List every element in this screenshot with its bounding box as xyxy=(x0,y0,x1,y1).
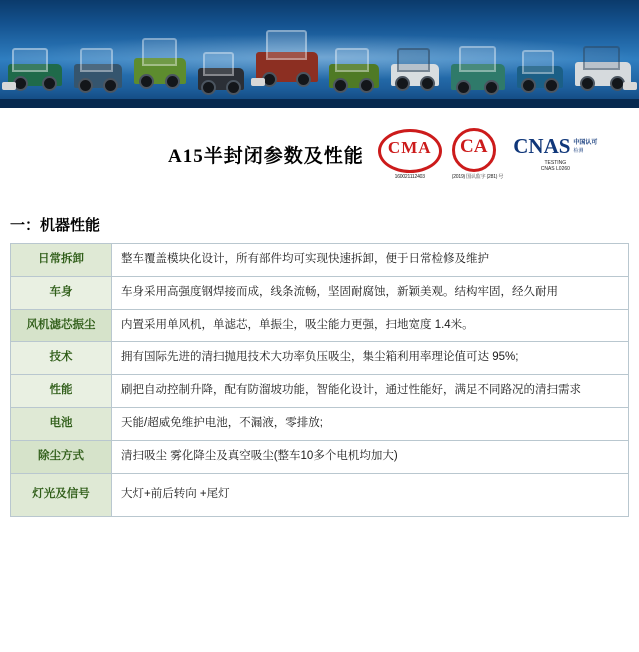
title-row xyxy=(0,108,639,200)
machine-item xyxy=(391,64,439,86)
row-value: 天能/超威免维护电池，不漏液，零排放; xyxy=(112,408,629,441)
row-value: 清扫吸尘 雾化降尘及真空吸尘(整车10多个电机均加大) xyxy=(112,440,629,473)
cma-logo-text: CMA xyxy=(378,129,442,173)
product-banner xyxy=(0,0,639,108)
cma-logo-caption: 160021112403 xyxy=(394,173,425,180)
cma-certification-logo xyxy=(378,129,442,180)
table-row xyxy=(11,244,629,277)
row-label: 除尘方式 xyxy=(11,440,112,473)
machine-item xyxy=(575,62,631,86)
machine-item xyxy=(8,64,62,86)
table-row xyxy=(11,342,629,375)
cnas-caption-line1: TESTING xyxy=(544,159,567,166)
machine-item xyxy=(329,64,379,88)
machine-item xyxy=(517,66,563,88)
table-row xyxy=(11,375,629,408)
cnas-accreditation-logo xyxy=(513,135,597,172)
row-label: 风机滤芯振尘 xyxy=(11,309,112,342)
machine-item xyxy=(256,52,318,82)
machine-item xyxy=(198,68,244,90)
certification-logos xyxy=(378,128,598,180)
table-row xyxy=(11,309,629,342)
page-title: A15半封闭参数及性能 xyxy=(168,145,364,167)
row-label: 灯光及信号 xyxy=(11,473,112,516)
cal-logo-caption: (2019) 国认监字 (281) 号 xyxy=(451,174,504,180)
cnas-logo-mark xyxy=(573,140,597,154)
machine-item xyxy=(74,64,122,88)
cnas-caption-line2: CNAS L0260 xyxy=(540,166,570,173)
row-label: 性能 xyxy=(11,375,112,408)
cnas-mark-line1: 中国认可 xyxy=(573,140,598,147)
section-heading: 一：机器性能 xyxy=(10,218,101,234)
row-value: 拥有国际先进的清扫抛甩技术大功率负压吸尘，集尘箱利用率理论值可达 95%; xyxy=(112,342,629,375)
row-value: 整车覆盖模块化设计，所有部件均可实现快速拆卸，便于日常检修及维护 xyxy=(112,244,629,277)
cnas-logo-caption xyxy=(513,160,597,173)
table-row xyxy=(11,276,629,309)
row-value: 内置采用单风机，单滤芯，单振尘，吸尘能力更强，扫地宽度 1.4米。 xyxy=(112,309,629,342)
row-label: 电池 xyxy=(11,408,112,441)
table-row xyxy=(11,408,629,441)
cal-logo-text: CA xyxy=(452,128,496,172)
banner-bottom-strip xyxy=(0,99,639,108)
cnas-mark-line2: 检测 xyxy=(573,147,584,154)
machine-lineup xyxy=(8,8,631,100)
table-row xyxy=(11,440,629,473)
cal-certification-logo xyxy=(452,128,504,180)
table-row xyxy=(11,473,629,516)
row-label: 车身 xyxy=(11,276,112,309)
row-value: 大灯+前后转向 +尾灯 xyxy=(112,473,629,516)
machine-item xyxy=(451,64,505,90)
cnas-logo-text: CNAS xyxy=(513,134,571,159)
machine-performance-table xyxy=(10,243,629,517)
row-label: 技术 xyxy=(11,342,112,375)
row-value: 刷把自动控制升降，配有防溜坡功能，智能化设计，通过性能好，满足不同路况的清扫需求 xyxy=(112,375,629,408)
row-label: 日常拆卸 xyxy=(11,244,112,277)
row-value: 车身采用高强度钢焊接而成，线条流畅，坚固耐腐蚀，新颖美观。结构牢固，经久耐用 xyxy=(112,276,629,309)
machine-item xyxy=(134,58,186,84)
